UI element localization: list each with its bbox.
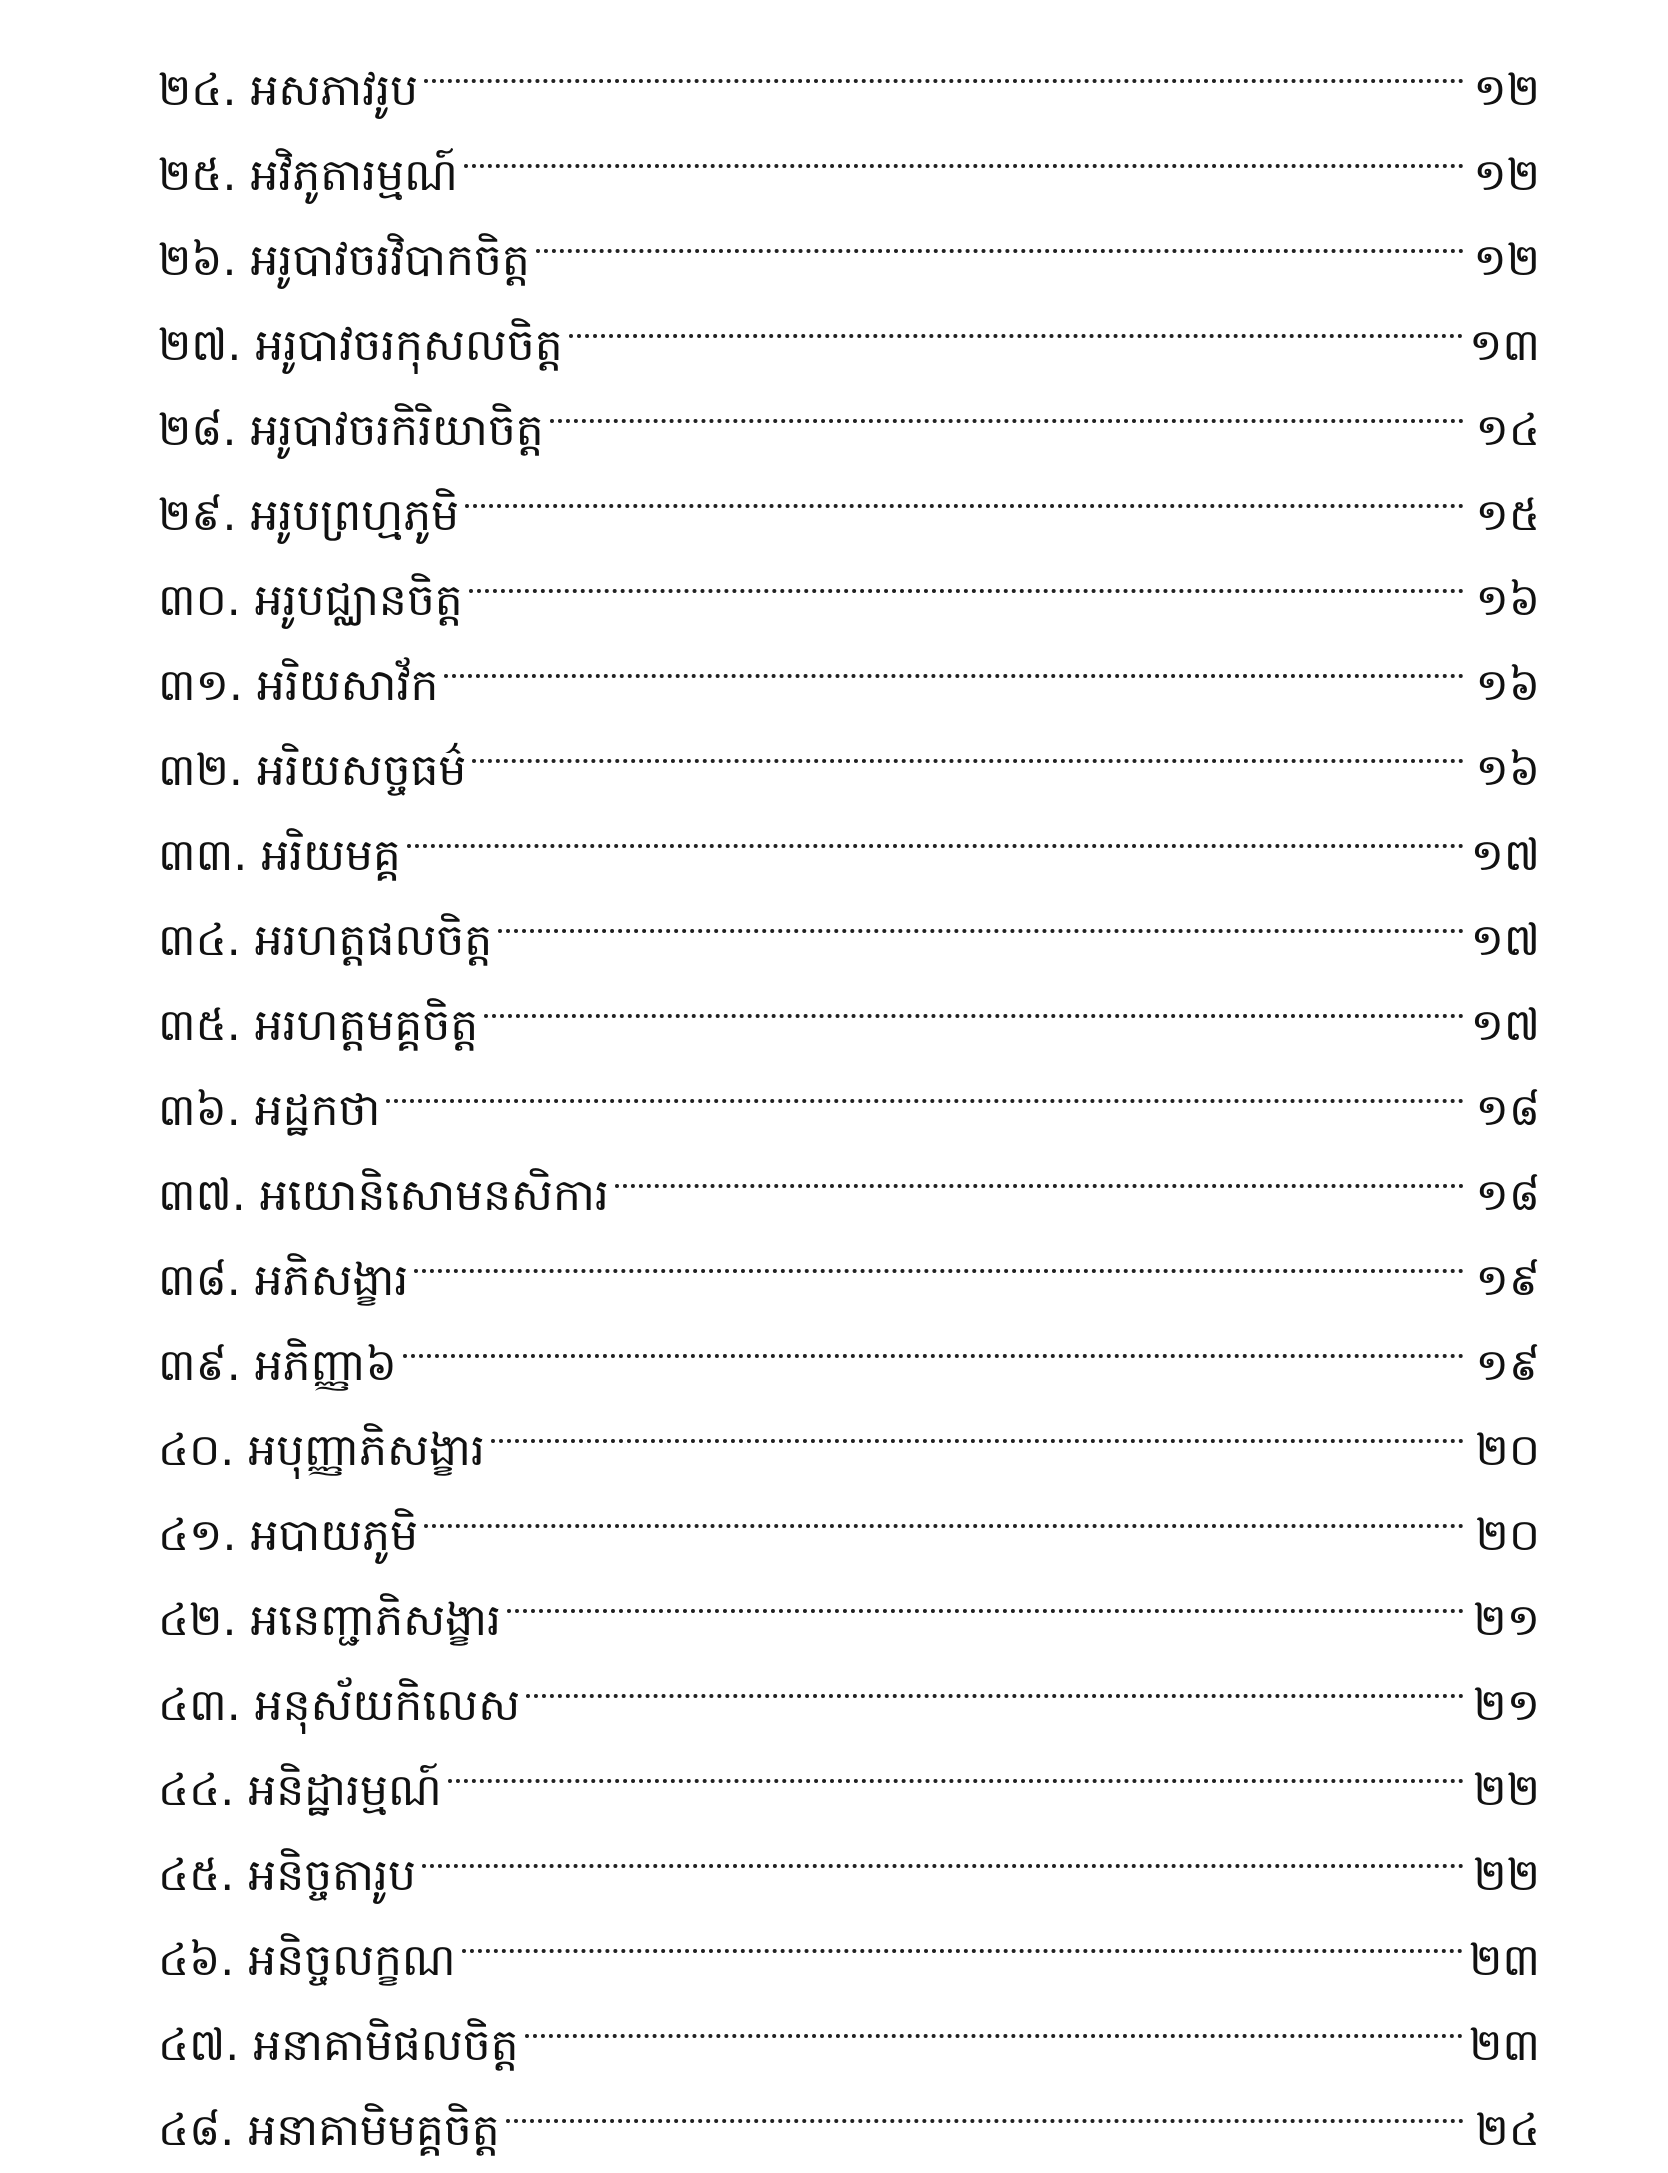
page-number: ២០ [1475,1510,1540,1561]
entry-title: អរហត្តផលចិត្ត [254,915,493,966]
entry-title: អដ្ឋកថា [254,1085,381,1136]
dot-leader [569,275,1463,360]
entry-title: អសភាវរូប [250,65,419,116]
entry-number: ២៩. [158,490,237,541]
page-number: ១២ [1473,150,1540,201]
page-number: ១៨ [1475,1170,1540,1221]
toc-entry[interactable] [158,20,1540,116]
entry-number: ៤១. [158,1510,237,1561]
page-number: ១២ [1473,65,1540,116]
entry-number: ២៦. [158,235,237,286]
entry-number: ៣៦. [158,1085,241,1136]
dot-leader [448,1720,1464,1805]
dot-leader [444,615,1464,700]
entry-number: ៤៣. [158,1680,241,1731]
entry-number: ៤៧. [158,2020,240,2071]
entry-title: អបុញ្ញាភិសង្ខារ [248,1425,485,1476]
page-number: ២០ [1475,1425,1540,1476]
page-number: ២៣ [1469,1935,1540,1986]
entry-title: អនិច្ចតារូប [248,1850,416,1901]
page-number: ១៦ [1475,745,1540,796]
entry-number: ២៧. [158,320,242,371]
entry-title: អរូបាវចរវិបាកចិត្ត [250,235,530,286]
dot-leader [536,190,1464,275]
entry-number: ៤៤. [158,1765,235,1816]
entry-number: ២៨. [158,405,237,456]
entry-number: ៣៤. [158,915,241,966]
entry-number: ៣០. [158,575,241,626]
entry-title: អរិយសច្ចធម៌ [256,745,467,796]
entry-title: អយោនិសោមនសិការ [259,1170,609,1221]
page-number: ១៧ [1470,1000,1540,1051]
dot-leader [424,20,1464,105]
entry-title: អភិញ្ញា៦ [254,1340,397,1391]
dot-leader [407,785,1464,870]
entry-title: អនាគាមិមគ្គចិត្ត [248,2105,500,2156]
page-number: ២៣ [1469,2020,1540,2071]
page-number: ២១ [1473,1595,1540,1646]
page-number: ១៩ [1475,1340,1540,1391]
entry-number: ២៥. [158,150,237,201]
dot-leader [465,445,1464,530]
page-number: ១៤ [1475,405,1540,456]
page-number: ១៦ [1475,575,1540,626]
entry-number: ៣១. [158,660,243,711]
entry-title: អនាគាមិផលចិត្ត [253,2020,519,2071]
entry-title: អបាយភូមិ [250,1510,419,1561]
entry-number: ២៤. [158,65,237,116]
dot-leader [472,700,1464,785]
entry-number: ៤៥. [158,1850,235,1901]
entry-title: អរហត្តមគ្គចិត្ត [254,1000,479,1051]
dot-leader [424,1465,1464,1550]
dot-leader [498,870,1464,955]
entry-title: អនិដ្ឋារម្មណ៍ [248,1765,442,1816]
entry-number: ៣៩. [158,1340,241,1391]
page-number: ១២ [1473,235,1540,286]
page-number: ២២ [1473,1765,1540,1816]
dot-leader [550,360,1464,445]
dot-leader [506,2060,1464,2145]
page-number: ២២ [1473,1850,1540,1901]
entry-title: អវិភូតារម្មណ៍ [250,150,458,201]
page-number: ១៨ [1475,1085,1540,1136]
page-number: ១៧ [1470,915,1540,966]
dot-leader [462,1890,1463,1975]
entry-title: អរូបជ្ឈានចិត្ត [254,575,463,626]
entry-number: ៣៥. [158,1000,241,1051]
entry-title: អរិយមគ្គ [261,830,401,881]
entry-title: អនេញ្ជាភិសង្ខារ [250,1595,501,1646]
entry-title: អភិសង្ខារ [254,1255,409,1306]
entry-number: ៣៣. [158,830,248,881]
page-number: ២១ [1473,1680,1540,1731]
dot-leader [414,1210,1464,1295]
entry-number: ៤២. [158,1595,237,1646]
dot-leader [525,1975,1464,2060]
page-number: ១៦ [1475,660,1540,711]
entry-number: ៣៧. [158,1170,246,1221]
entry-title: អរូបាវចរកុសលចិត្ត [255,320,563,371]
dot-leader [464,105,1464,190]
page-number: ១៧ [1470,830,1540,881]
entry-number: ៣២. [158,745,243,796]
dot-leader [491,1380,1464,1465]
entry-number: ៤៦. [158,1935,235,1986]
page-number: ១៩ [1475,1255,1540,1306]
page-number: ២៤ [1475,2105,1540,2156]
dot-leader [386,1040,1464,1125]
entry-title: អរូបព្រហ្មភូមិ [250,490,460,541]
entry-title: អរូបាវចរកិរិយាចិត្ត [250,405,544,456]
entry-title: អរិយសាវ័ក [256,660,439,711]
dot-leader [507,1550,1464,1635]
entry-title: អនុស័យកិលេស [254,1680,521,1731]
table-of-contents [158,20,1540,2156]
dot-leader [422,1805,1464,1890]
entry-number: ៤៨. [158,2105,235,2156]
entry-title: អនិច្ចលក្ខណ [248,1935,456,1986]
dot-leader [403,1295,1464,1380]
dot-leader [469,530,1464,615]
entry-number: ៤០. [158,1425,235,1476]
dot-leader [484,955,1464,1040]
page-number: ១៣ [1469,320,1540,371]
entry-number: ៣៨. [158,1255,241,1306]
dot-leader [615,1125,1464,1210]
page-number: ១៥ [1475,490,1540,541]
dot-leader [526,1635,1464,1720]
